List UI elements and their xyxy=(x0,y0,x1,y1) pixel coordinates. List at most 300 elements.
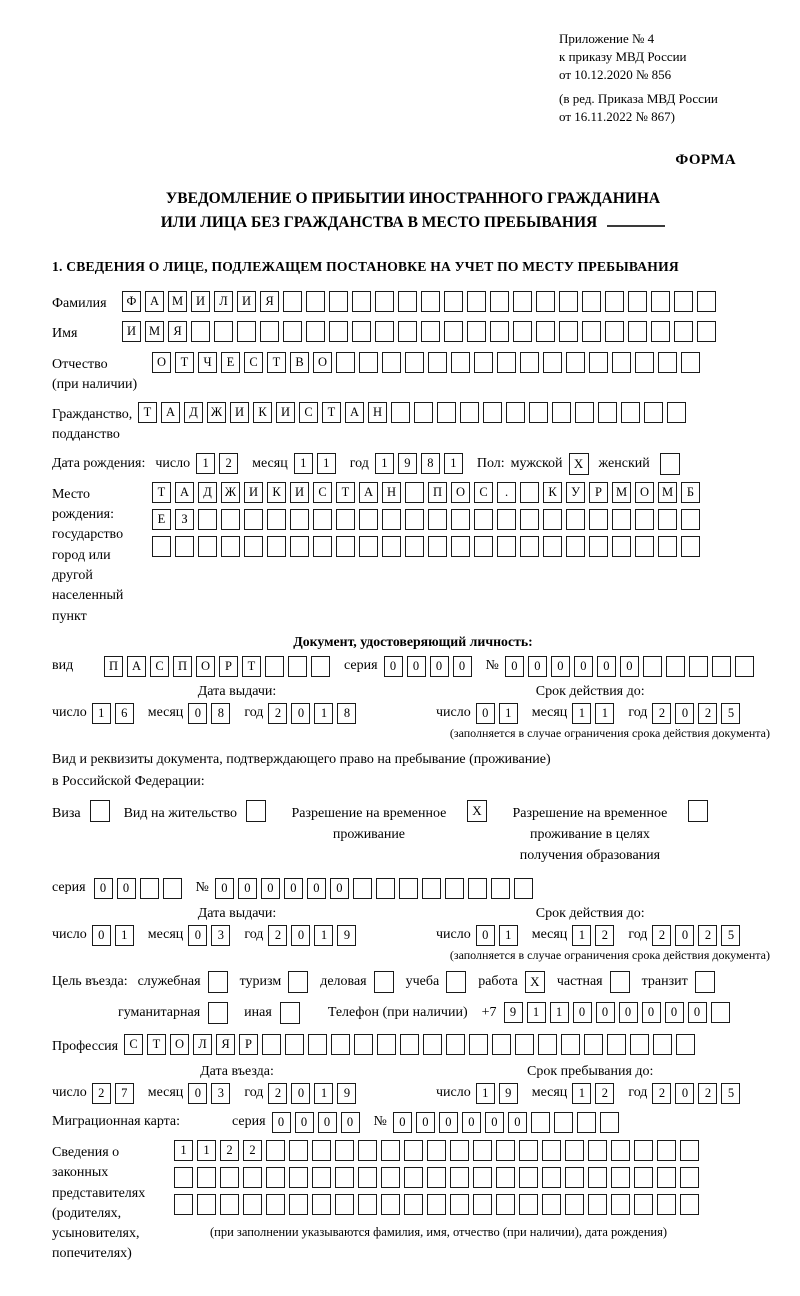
char-cell[interactable] xyxy=(607,1034,626,1055)
char-cell[interactable] xyxy=(542,1140,561,1161)
char-cell[interactable]: 1 xyxy=(572,703,591,724)
char-cell[interactable] xyxy=(359,536,378,557)
char-cell[interactable]: 2 xyxy=(595,925,614,946)
char-cell[interactable] xyxy=(306,321,325,342)
char-cell[interactable] xyxy=(543,536,562,557)
char-cell[interactable] xyxy=(382,352,401,373)
char-cell[interactable]: С xyxy=(474,482,493,503)
char-cell[interactable] xyxy=(658,536,677,557)
char-cell[interactable]: О xyxy=(152,352,171,373)
char-cell[interactable] xyxy=(531,1112,550,1133)
char-cell[interactable] xyxy=(584,1034,603,1055)
char-cell[interactable] xyxy=(405,509,424,530)
char-cell[interactable] xyxy=(306,291,325,312)
char-cell[interactable] xyxy=(285,1034,304,1055)
char-cell[interactable] xyxy=(628,321,647,342)
char-cell[interactable]: У xyxy=(566,482,585,503)
char-cell[interactable]: 2 xyxy=(652,925,671,946)
char-cell[interactable] xyxy=(444,321,463,342)
char-cell[interactable] xyxy=(382,509,401,530)
char-cell[interactable] xyxy=(674,321,693,342)
char-cell[interactable]: К xyxy=(267,482,286,503)
char-cell[interactable] xyxy=(635,536,654,557)
char-cell[interactable] xyxy=(404,1194,423,1215)
char-cell[interactable] xyxy=(543,352,562,373)
char-cell[interactable]: 0 xyxy=(416,1112,435,1133)
char-cell[interactable] xyxy=(437,402,456,423)
char-cell[interactable]: 0 xyxy=(117,878,136,899)
char-cell[interactable] xyxy=(243,1194,262,1215)
char-cell[interactable]: 0 xyxy=(188,703,207,724)
char-cell[interactable] xyxy=(335,1167,354,1188)
char-cell[interactable] xyxy=(611,1167,630,1188)
char-cell[interactable]: 0 xyxy=(596,1002,615,1023)
char-cell[interactable]: 5 xyxy=(721,1083,740,1104)
char-cell[interactable]: Ж xyxy=(221,482,240,503)
char-cell[interactable]: И xyxy=(237,291,256,312)
char-cell[interactable] xyxy=(666,656,685,677)
char-cell[interactable]: И xyxy=(244,482,263,503)
char-cell[interactable] xyxy=(676,1034,695,1055)
char-cell[interactable] xyxy=(681,509,700,530)
char-cell[interactable] xyxy=(381,1194,400,1215)
char-cell[interactable] xyxy=(399,878,418,899)
char-cell[interactable] xyxy=(612,509,631,530)
char-cell[interactable] xyxy=(391,402,410,423)
char-cell[interactable] xyxy=(497,352,516,373)
char-cell[interactable] xyxy=(220,1194,239,1215)
char-cell[interactable]: 1 xyxy=(375,453,394,474)
char-cell[interactable]: 0 xyxy=(272,1112,291,1133)
char-cell[interactable] xyxy=(513,321,532,342)
char-cell[interactable]: Р xyxy=(589,482,608,503)
char-cell[interactable] xyxy=(589,509,608,530)
char-cell[interactable]: С xyxy=(124,1034,143,1055)
purpose-business-checkbox[interactable] xyxy=(374,971,394,993)
char-cell[interactable]: 0 xyxy=(318,1112,337,1133)
char-cell[interactable]: Т xyxy=(336,482,355,503)
char-cell[interactable]: А xyxy=(127,656,146,677)
char-cell[interactable]: 0 xyxy=(551,656,570,677)
char-cell[interactable]: 1 xyxy=(174,1140,193,1161)
char-cell[interactable]: И xyxy=(122,321,141,342)
char-cell[interactable] xyxy=(643,656,662,677)
char-cell[interactable]: А xyxy=(345,402,364,423)
char-cell[interactable] xyxy=(588,1194,607,1215)
char-cell[interactable] xyxy=(538,1034,557,1055)
char-cell[interactable] xyxy=(382,536,401,557)
char-cell[interactable]: 0 xyxy=(188,1083,207,1104)
char-cell[interactable]: П xyxy=(104,656,123,677)
char-cell[interactable] xyxy=(266,1140,285,1161)
char-cell[interactable] xyxy=(653,1034,672,1055)
char-cell[interactable]: 2 xyxy=(698,703,717,724)
char-cell[interactable] xyxy=(519,1194,538,1215)
char-cell[interactable] xyxy=(612,352,631,373)
char-cell[interactable]: В xyxy=(290,352,309,373)
char-cell[interactable] xyxy=(260,321,279,342)
char-cell[interactable] xyxy=(359,509,378,530)
char-cell[interactable]: 0 xyxy=(215,878,234,899)
char-cell[interactable]: 9 xyxy=(499,1083,518,1104)
char-cell[interactable]: 2 xyxy=(220,1140,239,1161)
char-cell[interactable] xyxy=(398,291,417,312)
char-cell[interactable] xyxy=(288,656,307,677)
char-cell[interactable] xyxy=(559,291,578,312)
char-cell[interactable]: О xyxy=(451,482,470,503)
char-cell[interactable] xyxy=(427,1194,446,1215)
char-cell[interactable]: С xyxy=(299,402,318,423)
char-cell[interactable] xyxy=(598,402,617,423)
char-cell[interactable]: Я xyxy=(216,1034,235,1055)
char-cell[interactable]: 3 xyxy=(211,1083,230,1104)
char-cell[interactable] xyxy=(451,536,470,557)
char-cell[interactable]: 2 xyxy=(92,1083,111,1104)
char-cell[interactable]: 1 xyxy=(196,453,215,474)
char-cell[interactable]: 0 xyxy=(573,1002,592,1023)
char-cell[interactable] xyxy=(611,1140,630,1161)
char-cell[interactable]: 0 xyxy=(430,656,449,677)
char-cell[interactable] xyxy=(331,1034,350,1055)
char-cell[interactable]: К xyxy=(253,402,272,423)
char-cell[interactable]: 5 xyxy=(721,703,740,724)
char-cell[interactable]: 3 xyxy=(211,925,230,946)
char-cell[interactable] xyxy=(376,878,395,899)
char-cell[interactable] xyxy=(289,1140,308,1161)
char-cell[interactable] xyxy=(375,291,394,312)
char-cell[interactable] xyxy=(658,509,677,530)
char-cell[interactable] xyxy=(520,482,539,503)
char-cell[interactable] xyxy=(474,352,493,373)
char-cell[interactable]: С xyxy=(150,656,169,677)
char-cell[interactable]: 2 xyxy=(652,703,671,724)
char-cell[interactable] xyxy=(354,1034,373,1055)
char-cell[interactable]: М xyxy=(658,482,677,503)
char-cell[interactable]: 0 xyxy=(291,703,310,724)
char-cell[interactable]: Ж xyxy=(207,402,226,423)
char-cell[interactable] xyxy=(681,536,700,557)
char-cell[interactable] xyxy=(635,352,654,373)
char-cell[interactable] xyxy=(600,1112,619,1133)
char-cell[interactable] xyxy=(566,352,585,373)
char-cell[interactable] xyxy=(519,1167,538,1188)
char-cell[interactable]: О xyxy=(635,482,654,503)
char-cell[interactable] xyxy=(491,878,510,899)
char-cell[interactable] xyxy=(405,482,424,503)
char-cell[interactable]: 1 xyxy=(197,1140,216,1161)
char-cell[interactable] xyxy=(428,352,447,373)
char-cell[interactable]: 1 xyxy=(550,1002,569,1023)
char-cell[interactable]: Л xyxy=(214,291,233,312)
char-cell[interactable] xyxy=(634,1194,653,1215)
char-cell[interactable] xyxy=(644,402,663,423)
char-cell[interactable] xyxy=(312,1167,331,1188)
char-cell[interactable]: А xyxy=(161,402,180,423)
visa-checkbox[interactable] xyxy=(90,800,110,822)
char-cell[interactable]: 1 xyxy=(476,1083,495,1104)
char-cell[interactable]: М xyxy=(168,291,187,312)
char-cell[interactable]: М xyxy=(612,482,631,503)
char-cell[interactable]: Б xyxy=(681,482,700,503)
char-cell[interactable]: 0 xyxy=(508,1112,527,1133)
char-cell[interactable]: 0 xyxy=(291,925,310,946)
char-cell[interactable] xyxy=(561,1034,580,1055)
char-cell[interactable] xyxy=(290,536,309,557)
char-cell[interactable]: 0 xyxy=(688,1002,707,1023)
char-cell[interactable]: 0 xyxy=(642,1002,661,1023)
char-cell[interactable]: 2 xyxy=(219,453,238,474)
char-cell[interactable] xyxy=(635,509,654,530)
char-cell[interactable] xyxy=(667,402,686,423)
char-cell[interactable]: 0 xyxy=(439,1112,458,1133)
char-cell[interactable] xyxy=(634,1167,653,1188)
char-cell[interactable] xyxy=(658,352,677,373)
char-cell[interactable] xyxy=(237,321,256,342)
char-cell[interactable]: Т xyxy=(322,402,341,423)
char-cell[interactable]: 0 xyxy=(485,1112,504,1133)
char-cell[interactable] xyxy=(712,656,731,677)
char-cell[interactable]: . xyxy=(497,482,516,503)
char-cell[interactable] xyxy=(197,1167,216,1188)
char-cell[interactable] xyxy=(611,1194,630,1215)
char-cell[interactable] xyxy=(565,1194,584,1215)
char-cell[interactable]: 0 xyxy=(261,878,280,899)
char-cell[interactable] xyxy=(651,291,670,312)
char-cell[interactable] xyxy=(446,1034,465,1055)
char-cell[interactable]: 0 xyxy=(407,656,426,677)
char-cell[interactable] xyxy=(283,291,302,312)
char-cell[interactable] xyxy=(497,536,516,557)
char-cell[interactable]: Д xyxy=(198,482,217,503)
char-cell[interactable] xyxy=(577,1112,596,1133)
char-cell[interactable] xyxy=(313,536,332,557)
char-cell[interactable] xyxy=(283,321,302,342)
char-cell[interactable] xyxy=(536,291,555,312)
char-cell[interactable] xyxy=(336,352,355,373)
char-cell[interactable] xyxy=(352,291,371,312)
char-cell[interactable] xyxy=(404,1140,423,1161)
char-cell[interactable]: О xyxy=(170,1034,189,1055)
char-cell[interactable]: 0 xyxy=(675,925,694,946)
char-cell[interactable]: 0 xyxy=(307,878,326,899)
char-cell[interactable] xyxy=(329,291,348,312)
char-cell[interactable]: Ч xyxy=(198,352,217,373)
char-cell[interactable]: 1 xyxy=(294,453,313,474)
char-cell[interactable]: 1 xyxy=(314,703,333,724)
char-cell[interactable]: Е xyxy=(152,509,171,530)
char-cell[interactable]: 1 xyxy=(572,925,591,946)
char-cell[interactable] xyxy=(605,291,624,312)
char-cell[interactable] xyxy=(335,1194,354,1215)
char-cell[interactable]: 2 xyxy=(268,925,287,946)
char-cell[interactable] xyxy=(375,321,394,342)
char-cell[interactable] xyxy=(630,1034,649,1055)
char-cell[interactable] xyxy=(520,509,539,530)
char-cell[interactable]: Т xyxy=(175,352,194,373)
char-cell[interactable] xyxy=(400,1034,419,1055)
char-cell[interactable]: К xyxy=(543,482,562,503)
char-cell[interactable] xyxy=(589,352,608,373)
char-cell[interactable] xyxy=(451,509,470,530)
char-cell[interactable] xyxy=(197,1194,216,1215)
char-cell[interactable]: 0 xyxy=(238,878,257,899)
char-cell[interactable] xyxy=(588,1140,607,1161)
char-cell[interactable]: 0 xyxy=(597,656,616,677)
char-cell[interactable]: 1 xyxy=(595,703,614,724)
char-cell[interactable] xyxy=(473,1140,492,1161)
char-cell[interactable] xyxy=(163,878,182,899)
purpose-tourism-checkbox[interactable] xyxy=(288,971,308,993)
char-cell[interactable] xyxy=(422,878,441,899)
char-cell[interactable]: А xyxy=(175,482,194,503)
char-cell[interactable] xyxy=(711,1002,730,1023)
purpose-official-checkbox[interactable] xyxy=(208,971,228,993)
char-cell[interactable]: 5 xyxy=(721,925,740,946)
char-cell[interactable] xyxy=(589,536,608,557)
purpose-other-checkbox[interactable] xyxy=(280,1002,300,1024)
char-cell[interactable]: 0 xyxy=(453,656,472,677)
char-cell[interactable] xyxy=(220,1167,239,1188)
char-cell[interactable]: Я xyxy=(168,321,187,342)
char-cell[interactable]: 0 xyxy=(574,656,593,677)
char-cell[interactable]: 0 xyxy=(665,1002,684,1023)
char-cell[interactable] xyxy=(336,536,355,557)
char-cell[interactable] xyxy=(529,402,548,423)
char-cell[interactable] xyxy=(243,1167,262,1188)
char-cell[interactable]: 6 xyxy=(115,703,134,724)
char-cell[interactable] xyxy=(359,352,378,373)
char-cell[interactable] xyxy=(174,1167,193,1188)
char-cell[interactable]: 0 xyxy=(476,703,495,724)
char-cell[interactable]: Т xyxy=(147,1034,166,1055)
purpose-study-checkbox[interactable] xyxy=(446,971,466,993)
char-cell[interactable]: Т xyxy=(242,656,261,677)
char-cell[interactable]: 0 xyxy=(92,925,111,946)
char-cell[interactable] xyxy=(381,1167,400,1188)
char-cell[interactable] xyxy=(514,878,533,899)
char-cell[interactable] xyxy=(657,1140,676,1161)
char-cell[interactable]: 1 xyxy=(499,703,518,724)
char-cell[interactable] xyxy=(657,1194,676,1215)
char-cell[interactable]: 2 xyxy=(698,925,717,946)
char-cell[interactable] xyxy=(174,1194,193,1215)
sex-female-checkbox[interactable] xyxy=(660,453,680,475)
char-cell[interactable]: 0 xyxy=(505,656,524,677)
char-cell[interactable]: 0 xyxy=(462,1112,481,1133)
char-cell[interactable]: 9 xyxy=(398,453,417,474)
char-cell[interactable] xyxy=(450,1140,469,1161)
char-cell[interactable] xyxy=(582,321,601,342)
char-cell[interactable]: 0 xyxy=(528,656,547,677)
char-cell[interactable] xyxy=(423,1034,442,1055)
char-cell[interactable] xyxy=(450,1167,469,1188)
char-cell[interactable] xyxy=(674,291,693,312)
char-cell[interactable] xyxy=(289,1167,308,1188)
char-cell[interactable]: 0 xyxy=(284,878,303,899)
char-cell[interactable]: О xyxy=(313,352,332,373)
char-cell[interactable] xyxy=(221,509,240,530)
char-cell[interactable] xyxy=(473,1194,492,1215)
char-cell[interactable]: Т xyxy=(267,352,286,373)
char-cell[interactable] xyxy=(140,878,159,899)
char-cell[interactable] xyxy=(628,291,647,312)
char-cell[interactable] xyxy=(496,1194,515,1215)
char-cell[interactable] xyxy=(605,321,624,342)
char-cell[interactable] xyxy=(290,509,309,530)
char-cell[interactable] xyxy=(483,402,502,423)
char-cell[interactable] xyxy=(313,509,332,530)
char-cell[interactable] xyxy=(336,509,355,530)
char-cell[interactable] xyxy=(559,321,578,342)
char-cell[interactable]: А xyxy=(359,482,378,503)
char-cell[interactable] xyxy=(267,509,286,530)
char-cell[interactable] xyxy=(381,1140,400,1161)
char-cell[interactable] xyxy=(513,291,532,312)
char-cell[interactable]: 1 xyxy=(314,1083,333,1104)
char-cell[interactable] xyxy=(214,321,233,342)
char-cell[interactable] xyxy=(474,509,493,530)
char-cell[interactable] xyxy=(329,321,348,342)
char-cell[interactable]: 0 xyxy=(476,925,495,946)
char-cell[interactable] xyxy=(444,291,463,312)
char-cell[interactable] xyxy=(221,536,240,557)
char-cell[interactable]: 0 xyxy=(291,1083,310,1104)
char-cell[interactable] xyxy=(198,536,217,557)
char-cell[interactable] xyxy=(312,1140,331,1161)
char-cell[interactable] xyxy=(289,1194,308,1215)
char-cell[interactable] xyxy=(542,1194,561,1215)
purpose-transit-checkbox[interactable] xyxy=(695,971,715,993)
char-cell[interactable] xyxy=(191,321,210,342)
char-cell[interactable] xyxy=(358,1140,377,1161)
char-cell[interactable]: 0 xyxy=(675,703,694,724)
char-cell[interactable]: 7 xyxy=(115,1083,134,1104)
char-cell[interactable] xyxy=(421,291,440,312)
char-cell[interactable] xyxy=(467,321,486,342)
char-cell[interactable]: 0 xyxy=(619,1002,638,1023)
char-cell[interactable] xyxy=(414,402,433,423)
char-cell[interactable] xyxy=(496,1140,515,1161)
char-cell[interactable] xyxy=(621,402,640,423)
char-cell[interactable] xyxy=(405,352,424,373)
char-cell[interactable] xyxy=(582,291,601,312)
char-cell[interactable]: 2 xyxy=(595,1083,614,1104)
char-cell[interactable] xyxy=(552,402,571,423)
char-cell[interactable] xyxy=(697,321,716,342)
char-cell[interactable]: П xyxy=(428,482,447,503)
char-cell[interactable] xyxy=(427,1140,446,1161)
char-cell[interactable] xyxy=(474,536,493,557)
char-cell[interactable]: 1 xyxy=(499,925,518,946)
char-cell[interactable] xyxy=(496,1167,515,1188)
char-cell[interactable]: 8 xyxy=(421,453,440,474)
purpose-private-checkbox[interactable] xyxy=(610,971,630,993)
char-cell[interactable] xyxy=(358,1167,377,1188)
char-cell[interactable] xyxy=(492,1034,511,1055)
char-cell[interactable] xyxy=(262,1034,281,1055)
char-cell[interactable]: Д xyxy=(184,402,203,423)
char-cell[interactable] xyxy=(565,1167,584,1188)
char-cell[interactable] xyxy=(689,656,708,677)
char-cell[interactable] xyxy=(520,352,539,373)
char-cell[interactable] xyxy=(467,291,486,312)
sex-male-checkbox[interactable]: X xyxy=(569,453,589,475)
char-cell[interactable]: И xyxy=(290,482,309,503)
char-cell[interactable]: 2 xyxy=(243,1140,262,1161)
char-cell[interactable]: 8 xyxy=(211,703,230,724)
char-cell[interactable]: 0 xyxy=(675,1083,694,1104)
char-cell[interactable] xyxy=(657,1167,676,1188)
